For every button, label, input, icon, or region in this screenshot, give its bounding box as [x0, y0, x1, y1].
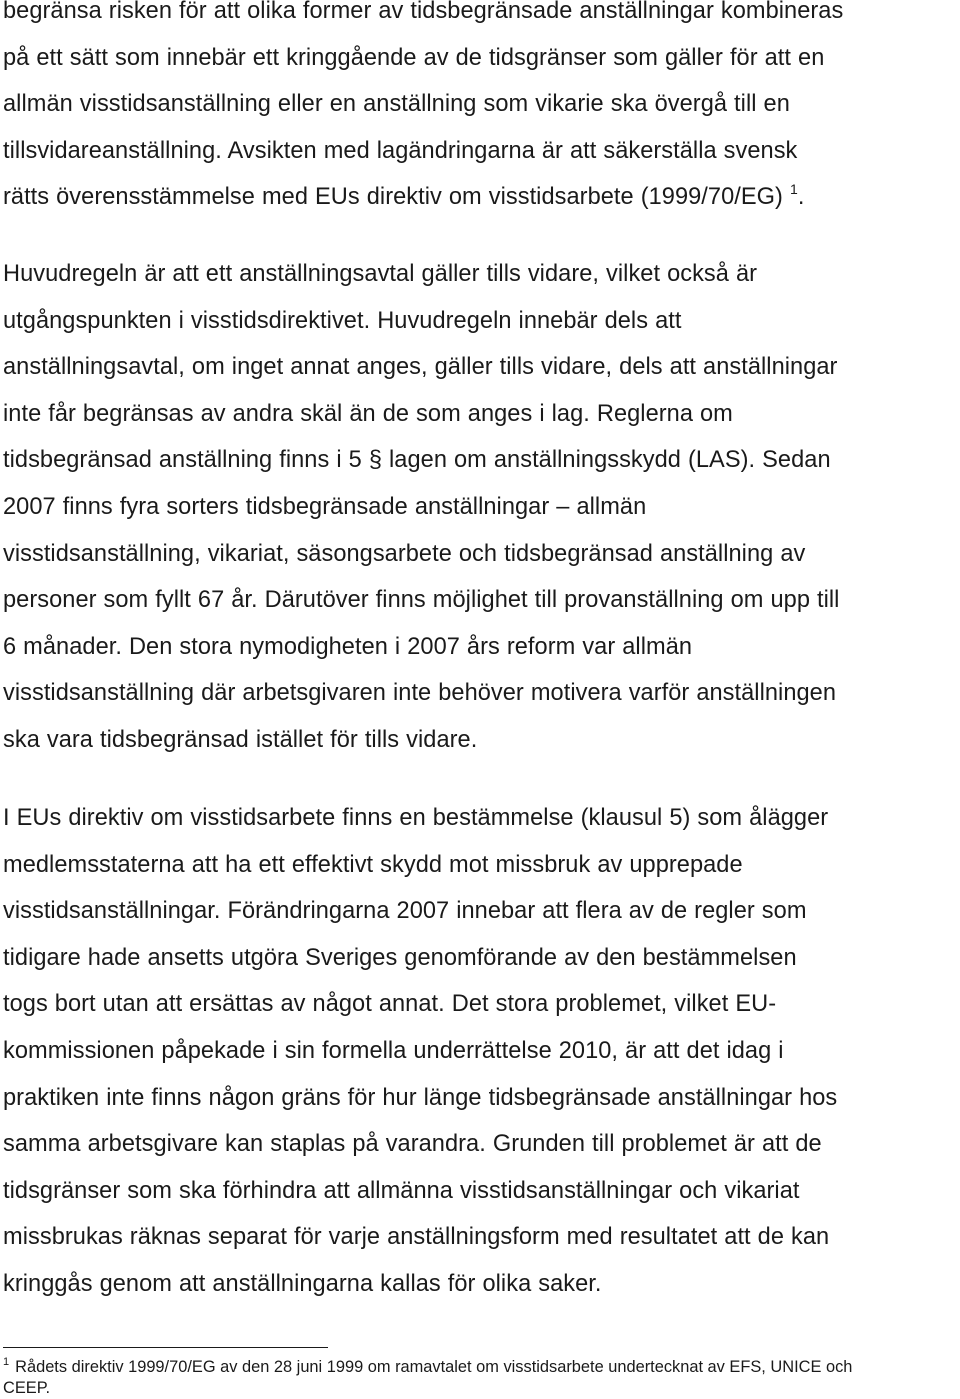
footnote-divider	[3, 1347, 328, 1348]
text-line: på ett sätt som innebär ett kringgående av de tidsgränser som gäller för att en	[3, 44, 825, 71]
sentence-end: .	[797, 184, 805, 211]
text-line: anställningsavtal, om inget annat anges, gäller tills vidare, dels att anställningar	[3, 354, 838, 381]
text-line: Huvudregeln är att ett anställningsavtal gäller tills vidare, vilket också är	[3, 261, 758, 287]
text-line	[3, 174, 958, 221]
text-line: samma arbetsgivare kan staplas på varandra. Grunden till problemet är att de	[3, 1131, 822, 1158]
text-line: togs bort utan att ersättas av något annat. Det stora problemet, vilket EU-	[3, 991, 777, 1018]
text-line: visstidsanställningar. Förändringarna 2007 innebar att flera av de regler som	[3, 898, 807, 925]
footnote-text: Rådets direktiv 1999/70/EG av den 28 juni 1999 om ramavtalet om visstidsarbete undertecknat av EFS, UNICE och	[15, 1358, 853, 1376]
text-line: begränsa risken för att olika former av tidsbegränsade anställningar kombineras	[3, 0, 844, 24]
text-line: ska vara tidsbegränsad istället för tills vidare.	[3, 726, 478, 753]
text-line: visstidsanställning, vikariat, säsongsarbete och tidsbegränsad anställning av	[3, 540, 806, 567]
text-line: tidigare hade ansetts utgöra Sveriges genomförande av den bestämmelsen	[3, 944, 797, 971]
text-line: utgångspunkten i visstidsdirektivet. Huvudregeln innebär dels att	[3, 307, 682, 334]
text-line: medlemsstaterna att ha ett effektivt skydd mot missbruk av upprepade	[3, 851, 743, 878]
text-line: missbrukas räknas separat för varje anställningsform med resultatet att de kan	[3, 1224, 830, 1251]
text-line: inte får begränsas av andra skäl än de som anges i lag. Reglerna om	[3, 400, 733, 427]
footnote-line: CEEP.	[3, 1379, 51, 1397]
text-line: I EUs direktiv om visstidsarbete finns en bestämmelse (klausul 5) som ålägger	[3, 805, 829, 831]
text-segment: tidsbegränsad anställning finns i 5	[3, 447, 362, 474]
footnote-reference[interactable]: 1	[789, 181, 798, 198]
text-line: allmän visstidsanställning eller en anställning som vikarie ska övergå till en	[3, 91, 790, 118]
text-line	[3, 437, 958, 484]
text-line: praktiken inte finns någon gräns för hur länge tidsbegränsade anställningar hos	[3, 1084, 838, 1111]
paragraph-3	[3, 795, 958, 1308]
text-line: tidsgränser som ska förhindra att allmänna visstidsanställningar och vikariat	[3, 1177, 800, 1204]
footnote-line	[3, 1357, 958, 1378]
text-line: personer som fyllt 67 år. Därutöver finns möjlighet till provanställning om upp till	[3, 587, 840, 614]
text-line: kringgås genom att anställningarna kallas för olika saker.	[3, 1270, 602, 1297]
paragraph-2	[3, 251, 958, 764]
text-line: visstidsanställning där arbetsgivaren inte behöver motivera varför anställningen	[3, 680, 837, 707]
text-segment: rätts överensstämmelse med EUs direktiv om visstidsarbete (1999/70/EG)	[3, 184, 783, 211]
footnote-number: 1	[3, 1356, 10, 1368]
text-line: 6 månader. Den stora nymodigheten i 2007 års reform var allmän	[3, 633, 693, 660]
footnote	[3, 1357, 958, 1399]
text-line: kommissionen påpekade i sin formella underrättelse 2010, är att det idag i	[3, 1037, 784, 1064]
paragraph-1	[3, 0, 958, 221]
section-sign: §	[368, 447, 382, 474]
text-line: 2007 finns fyra sorters tidsbegränsade anställningar – allmän	[3, 493, 647, 520]
text-line: tillsvidareanställning. Avsikten med lagändringarna är att säkerställa svensk	[3, 137, 798, 164]
text-segment: lagen om anställningsskydd (LAS). Sedan	[389, 447, 831, 474]
